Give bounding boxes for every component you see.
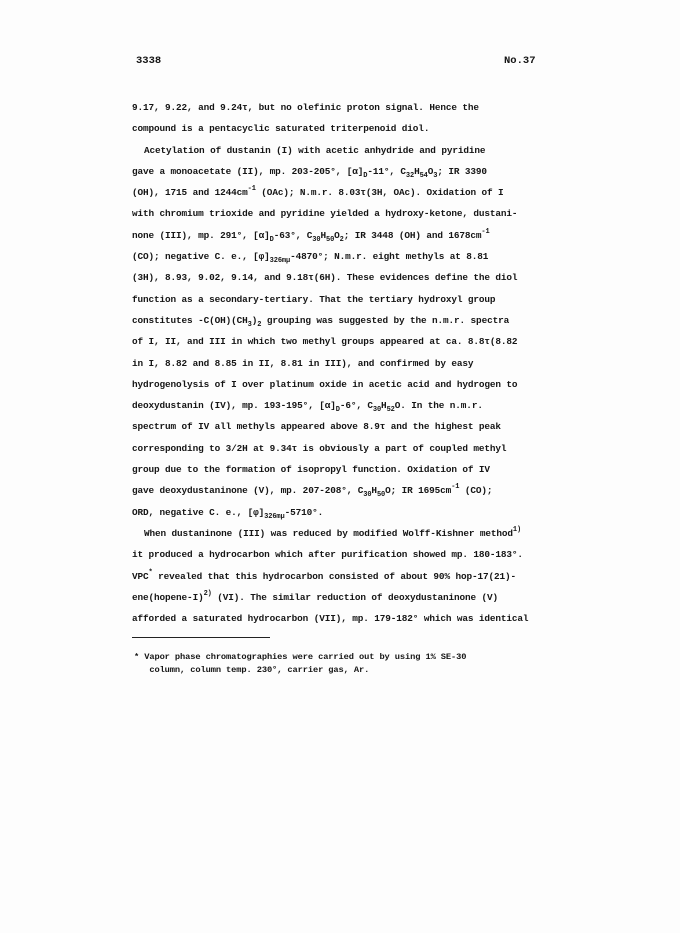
text-line: ORD, negative C. e., $[\varphi]_{326m\mu}-5710^\circ$. [132, 506, 324, 521]
text-line: (3H), 8.93, 9.02, 9.14, and 9.18τ(6H). These evidences define the diol [132, 272, 518, 284]
text-line: hydrogenolysis of I over platinum oxide in acetic acid and hydrogen to [132, 378, 518, 390]
text-line: gave deoxydustaninone (V), mp. 207-208°, $C_{30}H_{50}O$; IR $1695cm^{-1}$ (CO); [132, 483, 493, 500]
text-line: spectrum of IV all methyls appeared above 8.9τ and the highest peak [132, 421, 501, 433]
body-text [132, 97, 557, 629]
text-line: gave a monoacetate (II), mp. 203-205°, $[\alpha]_D-11^\circ$, $C_{32}H_{54}O_3$; IR 3390 [132, 165, 487, 180]
footnote-line: column, column temp. 230°, carrier gas, Ar. [134, 665, 370, 675]
footnote-line: * Vapor phase chromatographies were carried out by using 1% SE-30 [134, 652, 467, 662]
text-line: afforded a saturated hydrocarbon (VII), mp. 179-182° which was identical [132, 613, 529, 625]
text-line: When dustaninone (III) was reduced by modified Wolff-Kishner method$^{1)}$ [144, 525, 522, 539]
text-line: constitutes $-C(OH)(CH_3)_2$ grouping was suggested by the n.m.r. spectra [132, 314, 510, 329]
page-number: 3338 [136, 55, 162, 67]
text-line: ene(hopene-I)$^{2)}$ (VI). The similar reduction of deoxydustaninone (V) [132, 589, 499, 603]
text-line: (OH), 1715 and $1244cm^{-1}$ (OAc); N.m.r. 8.03τ(3H, OAc). Oxidation of I [132, 185, 504, 199]
text-line: group due to the formation of isopropyl function. Oxidation of IV [132, 464, 490, 476]
footnote [134, 651, 554, 677]
text-line: in I, 8.82 and 8.85 in II, 8.81 in III), and confirmed by easy [132, 357, 474, 369]
text-line: none (III), mp. 291°, $[\alpha]_D-63^\circ$, $C_{30}H_{50}O_2$; IR 3448 (OH) and $1678cm^{-1}$ [132, 227, 490, 244]
journal-issue-number: No.37 [504, 55, 536, 67]
text-line: VPC* revealed that this hydrocarbon consisted of about 90% hop-17(21)- [132, 568, 517, 582]
text-line: 9.17, 9.22, and 9.24τ, but no olefinic proton signal. Hence the [132, 102, 479, 113]
text-line: with chromium trioxide and pyridine yielded a hydroxy-ketone, dustani- [132, 208, 518, 220]
text-line: it produced a hydrocarbon which after purification showed mp. 180-183°. [132, 549, 523, 561]
text-line: of I, II, and III in which two methyl groups appeared at ca. 8.8τ(8.82 [132, 336, 518, 348]
text-line: Acetylation of dustanin (I) with acetic anhydride and pyridine [144, 144, 486, 156]
text-line: corresponding to 3/2H at 9.34τ is obviously a part of coupled methyl [132, 442, 507, 454]
text-line: deoxydustanin (IV), mp. 193-195°, $[\alpha]_D-6^\circ$, $C_{30}H_{52}O$. In the n.m.r. [132, 400, 483, 415]
footnote-divider [132, 637, 270, 638]
text-line: compound is a pentacyclic saturated triterpenoid diol. [132, 123, 430, 135]
text-line: function as a secondary-tertiary. That the tertiary hydroxyl group [132, 293, 496, 305]
text-line: (CO); negative C. e., $[\varphi]_{326m\mu}-4870^\circ$; N.m.r. eight methyls at 8.81 [132, 251, 489, 266]
